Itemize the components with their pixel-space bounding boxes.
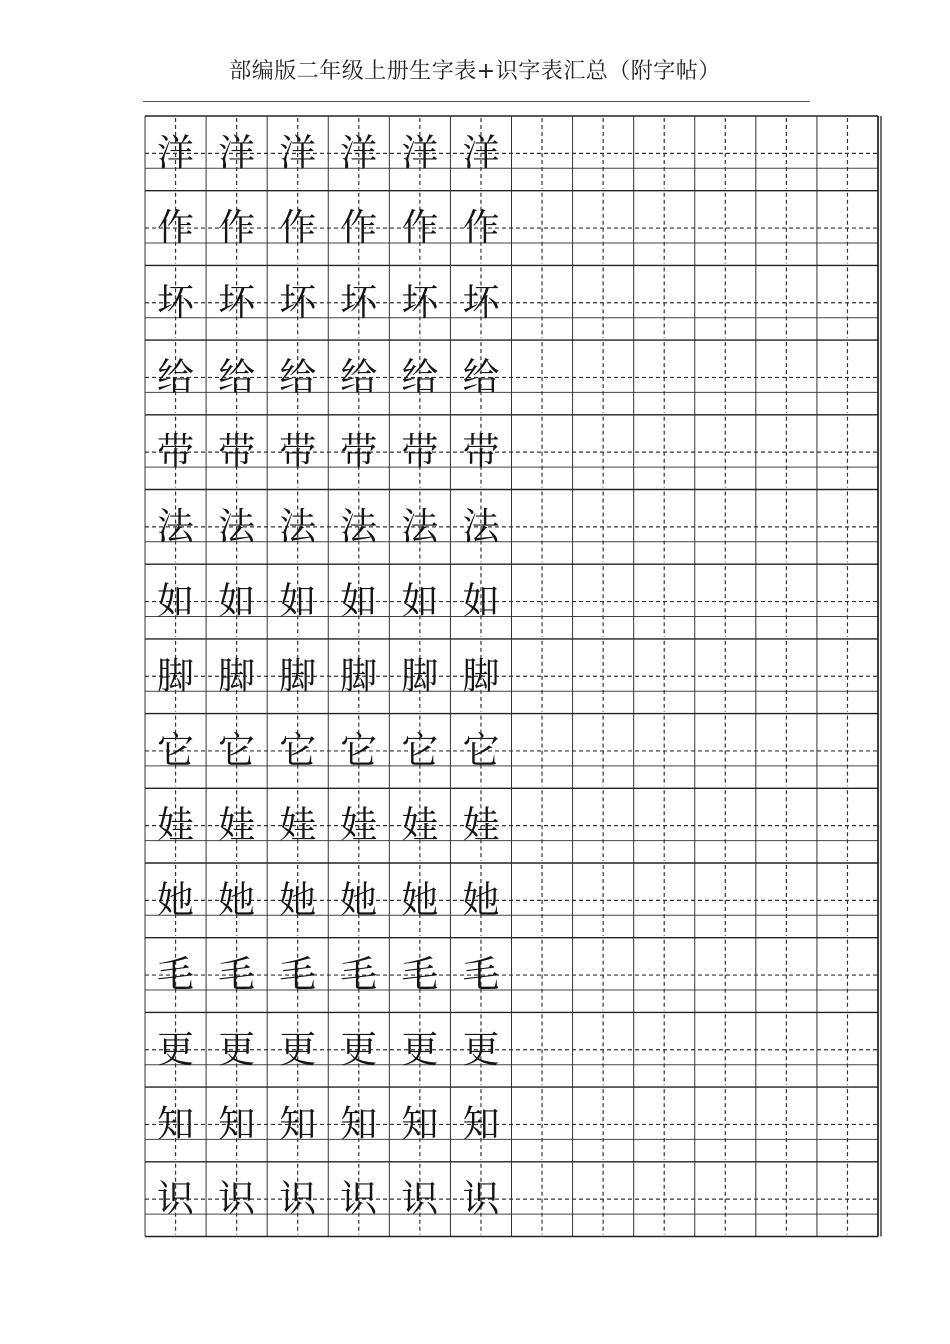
practice-character: 识	[279, 1177, 317, 1221]
practice-character: 给	[462, 355, 500, 399]
practice-character: 洋	[279, 131, 317, 175]
practice-character: 给	[340, 355, 378, 399]
practice-character: 脚	[218, 654, 256, 698]
practice-character: 法	[340, 504, 378, 548]
practice-character: 毛	[340, 953, 378, 997]
practice-character: 它	[401, 728, 439, 772]
practice-character: 知	[401, 1102, 439, 1146]
practice-character: 坏	[279, 280, 317, 324]
practice-character: 作	[157, 206, 195, 250]
practice-character: 带	[279, 430, 317, 474]
practice-character: 它	[157, 728, 195, 772]
practice-character: 带	[218, 430, 256, 474]
practice-character: 坏	[218, 280, 256, 324]
practice-character: 毛	[401, 953, 439, 997]
practice-character: 如	[279, 579, 317, 623]
practice-character: 如	[462, 579, 500, 623]
practice-character: 洋	[340, 131, 378, 175]
practice-character: 毛	[462, 953, 500, 997]
practice-character: 如	[218, 579, 256, 623]
practice-character: 她	[462, 878, 500, 922]
practice-character: 娃	[401, 803, 439, 847]
practice-character: 更	[218, 1027, 256, 1071]
practice-character: 知	[157, 1102, 195, 1146]
practice-character: 娃	[218, 803, 256, 847]
practice-character: 她	[340, 878, 378, 922]
practice-character: 娃	[157, 803, 195, 847]
practice-character: 作	[218, 206, 256, 250]
practice-character: 知	[218, 1102, 256, 1146]
practice-character: 作	[462, 206, 500, 250]
practice-character: 脚	[157, 654, 195, 698]
practice-character: 识	[157, 1177, 195, 1221]
practice-character: 作	[279, 206, 317, 250]
practice-character: 更	[157, 1027, 195, 1071]
practice-character: 更	[462, 1027, 500, 1071]
practice-character: 洋	[462, 131, 500, 175]
practice-character: 脚	[279, 654, 317, 698]
practice-character: 它	[218, 728, 256, 772]
practice-character: 毛	[218, 953, 256, 997]
practice-character: 坏	[157, 280, 195, 324]
practice-character: 知	[340, 1102, 378, 1146]
practice-character: 脚	[462, 654, 500, 698]
practice-character: 她	[279, 878, 317, 922]
practice-character: 作	[340, 206, 378, 250]
practice-character: 它	[340, 728, 378, 772]
practice-character: 如	[157, 579, 195, 623]
practice-character: 知	[279, 1102, 317, 1146]
practice-character: 娃	[340, 803, 378, 847]
practice-character: 它	[462, 728, 500, 772]
practice-character: 毛	[157, 953, 195, 997]
practice-character: 娃	[279, 803, 317, 847]
practice-character: 她	[401, 878, 439, 922]
practice-character: 给	[279, 355, 317, 399]
practice-character: 知	[462, 1102, 500, 1146]
practice-character: 法	[157, 504, 195, 548]
practice-character: 洋	[157, 131, 195, 175]
practice-character: 她	[157, 878, 195, 922]
practice-character: 更	[279, 1027, 317, 1071]
practice-character: 法	[218, 504, 256, 548]
practice-character: 带	[401, 430, 439, 474]
practice-character: 更	[401, 1027, 439, 1071]
practice-character: 识	[462, 1177, 500, 1221]
practice-character: 更	[340, 1027, 378, 1071]
practice-character: 给	[157, 355, 195, 399]
practice-character: 它	[279, 728, 317, 772]
practice-character: 毛	[279, 953, 317, 997]
practice-character: 带	[157, 430, 195, 474]
practice-character: 洋	[218, 131, 256, 175]
practice-character: 给	[218, 355, 256, 399]
practice-character: 法	[401, 504, 439, 548]
practice-character: 给	[401, 355, 439, 399]
practice-character: 作	[401, 206, 439, 250]
practice-character: 坏	[462, 280, 500, 324]
page-title: 部编版二年级上册生字表+识字表汇总（附字帖）	[229, 59, 721, 84]
practice-character: 她	[218, 878, 256, 922]
practice-character: 识	[340, 1177, 378, 1221]
practice-character: 法	[279, 504, 317, 548]
practice-character: 洋	[401, 131, 439, 175]
practice-character: 法	[462, 504, 500, 548]
practice-character: 如	[340, 579, 378, 623]
practice-character: 如	[401, 579, 439, 623]
practice-character: 识	[218, 1177, 256, 1221]
practice-character: 娃	[462, 803, 500, 847]
practice-character: 坏	[401, 280, 439, 324]
practice-character: 带	[462, 430, 500, 474]
practice-character: 坏	[340, 280, 378, 324]
practice-character: 脚	[340, 654, 378, 698]
practice-character: 识	[401, 1177, 439, 1221]
practice-character: 带	[340, 430, 378, 474]
practice-character: 脚	[401, 654, 439, 698]
